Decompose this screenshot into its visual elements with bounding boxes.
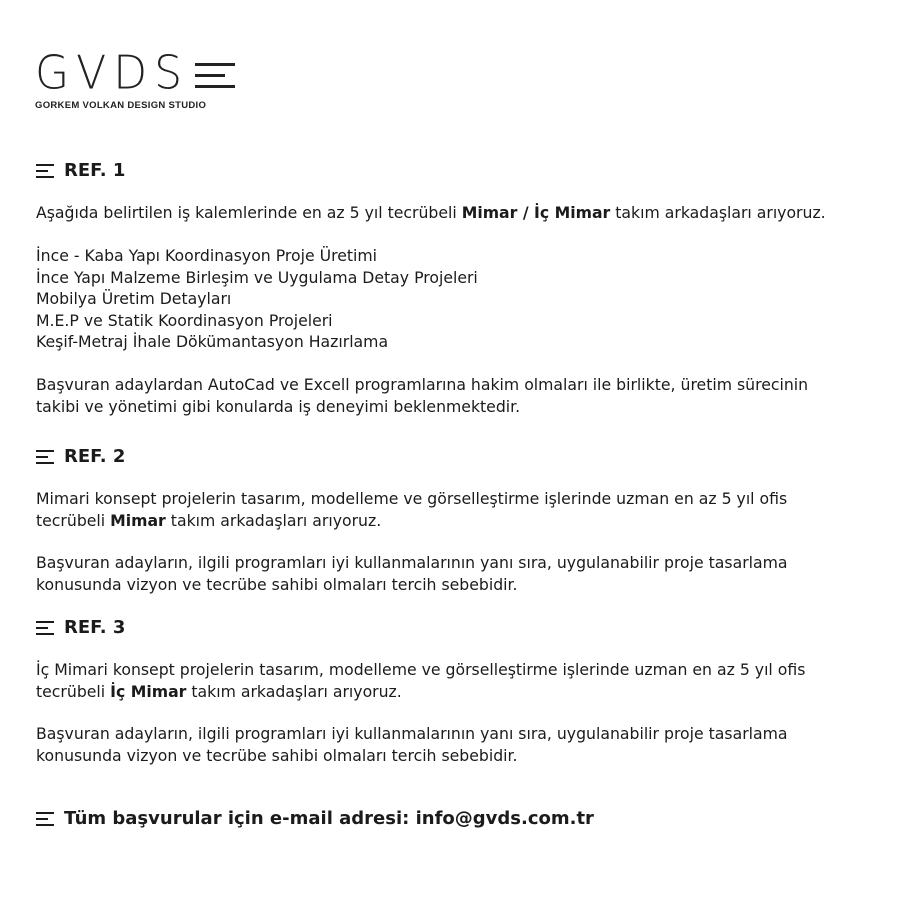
ref3-intro-role: İç Mimar — [110, 681, 187, 701]
contact-email-text: Tüm başvurular için e-mail adresi: info@gvds.com.tr — [64, 808, 594, 829]
list-item: Mobilya Üretim Detayları — [36, 289, 232, 308]
ref1-intro-end: takım arkadaşları arıyoruz. — [610, 203, 826, 222]
list-item: İnce - Kaba Yapı Koordinasyon Proje Üretimi — [36, 246, 378, 265]
menu-lines-icon — [36, 164, 54, 178]
ref1-intro-text: Aşağıda belirtilen iş kalemlerinde en az 5 yıl tecrübeli — [36, 203, 462, 222]
ref3-requirements-line: konusunda vizyon ve tecrübe sahibi olmaları tercih sebebidir. — [36, 745, 518, 765]
logo-tagline: GORKEM VOLKAN DESIGN STUDIO — [35, 100, 207, 111]
menu-lines-icon — [36, 621, 54, 635]
ref1-requirements — [36, 374, 808, 417]
logo-mark: GVDS — [35, 46, 190, 101]
menu-lines-icon — [36, 812, 54, 826]
ref3-intro-text: tecrübeli — [36, 681, 111, 701]
list-item: M.E.P ve Statik Koordinasyon Projeleri — [36, 310, 333, 330]
ref3-intro-line: İç Mimari konsept projelerin tasarım, modelleme ve görselleştirme işlerinde uzman en az 5 yıl ofis — [36, 660, 806, 679]
ref2-intro-text: tecrübeli — [36, 510, 111, 530]
studio-logo — [35, 46, 235, 111]
ref2-requirements-line: Başvuran adayların, ilgili programları iyi kullanmalarının yanı sıra, uygulanabilir proje tasarlama — [36, 553, 788, 572]
ref2-title: REF. 2 — [64, 446, 126, 467]
ref2-intro — [36, 488, 787, 531]
menu-lines-icon — [36, 450, 54, 464]
ref2-intro-line: Mimari konsept projelerin tasarım, modelleme ve görselleştirme işlerinde uzman en az 5 yıl ofis — [36, 489, 788, 508]
ref1-intro — [36, 202, 876, 224]
ref1-requirements-line: takibi ve yönetimi gibi konularda iş deneyimi beklenmektedir. — [36, 396, 521, 416]
ref2-intro-role: Mimar — [110, 510, 166, 530]
ref3-intro-line — [36, 681, 805, 703]
list-item: İnce Yapı Malzeme Birleşim ve Uygulama Detay Projeleri — [36, 267, 478, 287]
ref3-intro — [36, 659, 805, 702]
ref3-title: REF. 3 — [64, 617, 126, 638]
ref2-requirements-line: konusunda vizyon ve tecrübe sahibi olmaları tercih sebebidir. — [36, 574, 518, 594]
ref1-intro-role: Mimar / İç Mimar — [461, 203, 611, 222]
ref3-heading — [36, 617, 125, 638]
ref1-task-list — [36, 245, 478, 353]
ref2-heading — [36, 446, 125, 467]
logo-lines-icon — [195, 63, 235, 88]
ref3-intro-end: takım arkadaşları arıyoruz. — [186, 681, 402, 701]
ref3-requirements-line: Başvuran adayların, ilgili programları iyi kullanmalarının yanı sıra, uygulanabilir proje tasarlama — [36, 724, 788, 743]
list-item: Keşif-Metraj İhale Dökümantasyon Hazırlama — [36, 332, 389, 351]
ref2-intro-end: takım arkadaşları arıyoruz. — [165, 510, 382, 530]
contact-heading — [36, 808, 594, 829]
ref3-requirements — [36, 723, 788, 766]
ref2-requirements — [36, 552, 788, 595]
ref1-heading — [36, 160, 125, 181]
ref1-requirements-line: Başvuran adaylardan AutoCad ve Excell programlarına hakim olmaları ile birlikte, üretim sürecinin — [36, 375, 809, 394]
ref1-title: REF. 1 — [64, 160, 126, 181]
ref2-intro-line — [36, 510, 787, 532]
